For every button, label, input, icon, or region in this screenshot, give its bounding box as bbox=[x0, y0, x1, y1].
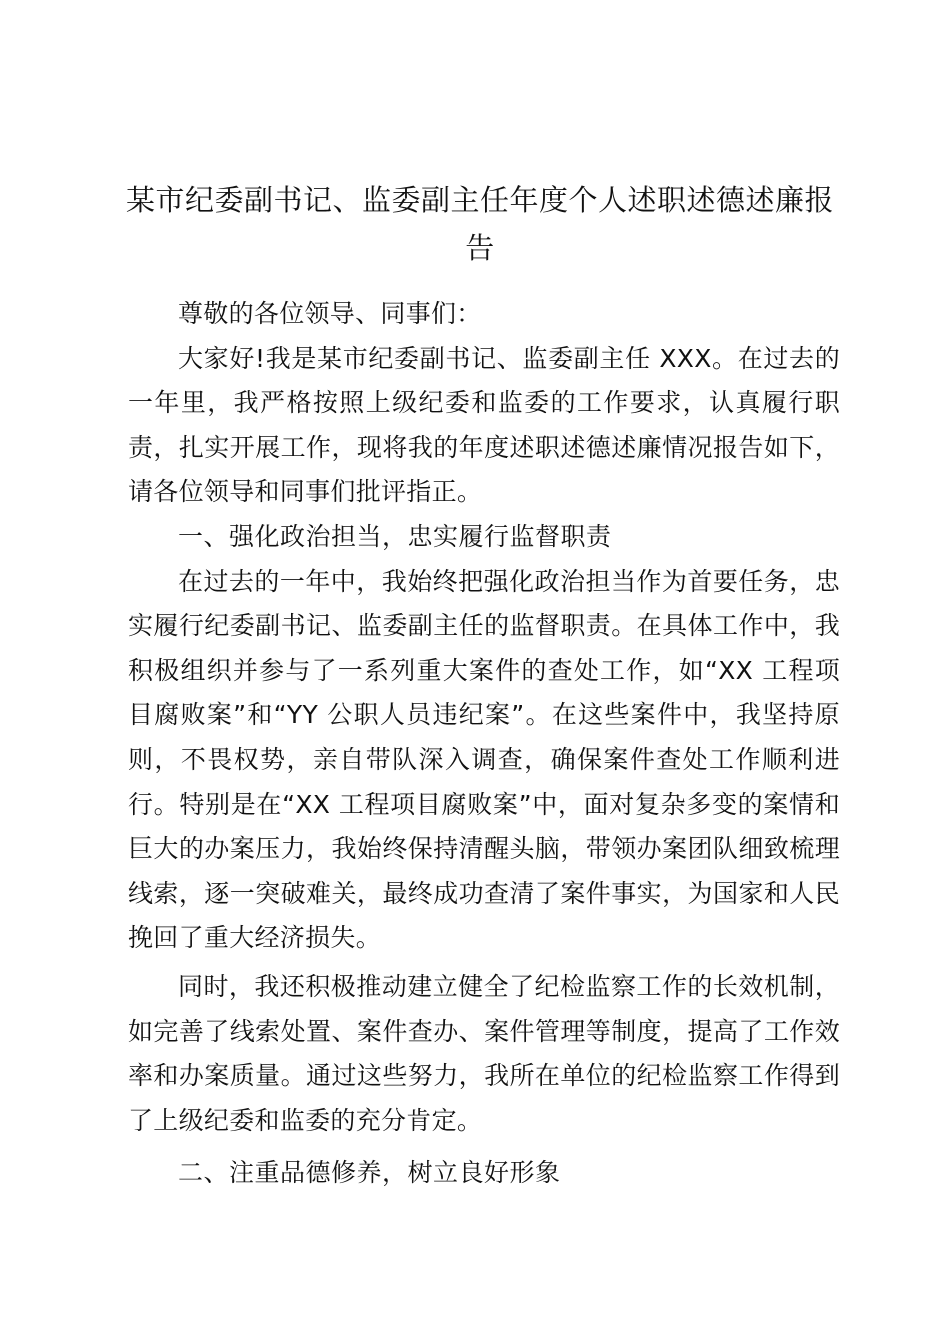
section-1-paragraph-1: 在过去的一年中，我始终把强化政治担当作为首要任务，忠实履行纪委副书记、监委副主任的监督职责。在具体工作中，我积极组织并参与了一系列重大案件的查处工作，如“XX 工程项目腐败案”和“YY 公职人员违纪案”。在这些案件中，我坚持原则，不畏权势，亲自带队深入调查，确保案件查处工作顺利进行。特别是在“XX 工程项目腐败案”中，面对复杂多变的案情和巨大的办案压力，我始终保持清醒头脑，带领办案团队细致梳理线索，逐一突破难关，最终成功查清了案件事实，为国家和人民挽回了重大经济损失。 bbox=[128, 566, 840, 953]
section-heading-2: 二、注重品德修养，树立良好形象 bbox=[178, 1158, 561, 1188]
section-1-paragraph-2: 同时，我还积极推动建立健全了纪检监察工作的长效机制，如完善了线索处置、案件查办、案件管理等制度，提高了工作效率和办案质量。通过这些努力，我所在单位的纪检监察工作得到了上级纪委和监委的充分肯定。 bbox=[128, 971, 840, 1135]
document-body bbox=[128, 292, 840, 1196]
salutation: 尊敬的各位领导、同事们： bbox=[178, 299, 482, 328]
document-title: 某市纪委副书记、监委副主任年度个人述职述德述廉报告 bbox=[125, 183, 834, 265]
section-heading-1: 一、强化政治担当，忠实履行监督职责 bbox=[178, 521, 612, 551]
opening-paragraph: 大家好!我是某市纪委副书记、监委副主任 XXX。在过去的一年里，我严格按照上级纪委和监委的工作要求，认真履行职责，扎实开展工作，现将我的年度述职述德述廉情况报告如下，请各位领导和同事们批评指正。 bbox=[128, 343, 840, 507]
